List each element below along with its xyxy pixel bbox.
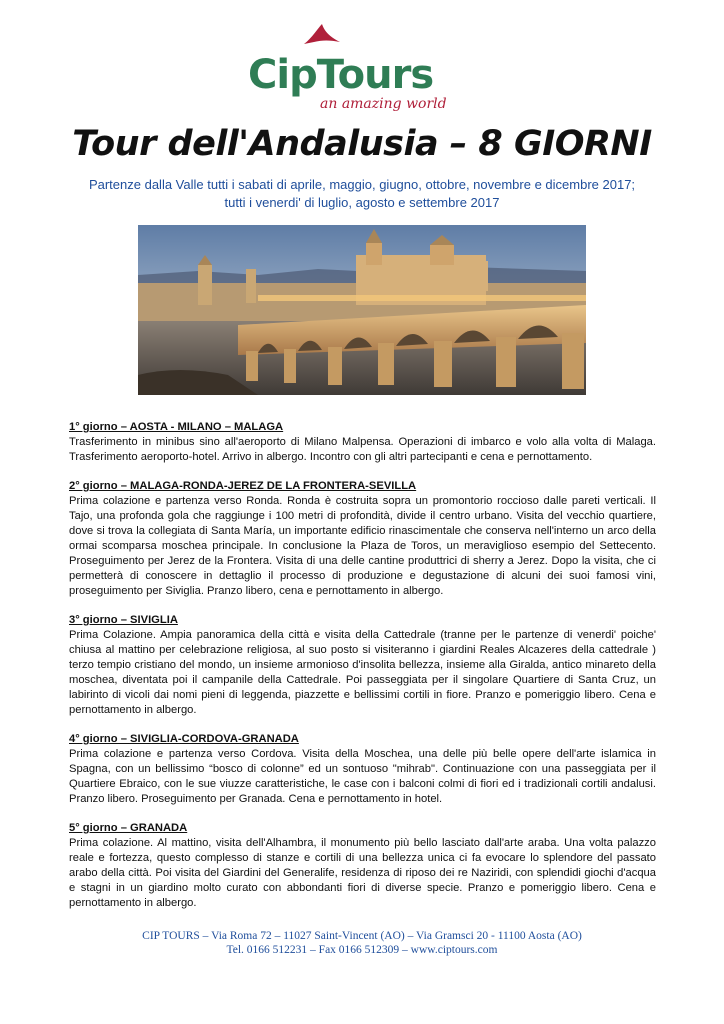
day-description: Trasferimento in minibus sino all'aeroporto di Milano Malpensa. Operazioni di imbarco e volo alla volta di Malaga. Trasferimento aeroporto-hotel. Arrivo in albergo. Incontro con gli altri partecipanti e cena e pernottamento. (69, 436, 656, 463)
day-5 (69, 821, 656, 911)
footer-contacts: Tel. 0166 512231 – Fax 0166 512309 – www.ciptours.com (226, 944, 498, 956)
ciptours-logo (248, 22, 478, 110)
itinerary (69, 420, 656, 925)
day-title: 2° giorno – MALAGA-RONDA-JEREZ DE LA FRONTERA-SEVILLA (69, 480, 417, 492)
footer-address: CIP TOURS – Via Roma 72 – 11027 Saint-Vincent (AO) – Via Gramsci 20 - 11100 Aosta (AO) (142, 930, 582, 942)
company-footer (0, 929, 724, 957)
departure-info (40, 176, 684, 212)
day-title: 5° giorno – GRANADA (69, 822, 188, 834)
bird-icon (302, 22, 342, 48)
day-3 (69, 613, 656, 718)
day-description: Prima colazione e partenza verso Cordova. Visita della Moschea, una delle più belle opere dell'arte islamica in Spagna, con un bellissimo “bosco di colonne” ed un sontuoso "mihrab". Continuazione con una passeggiata per il Quartiere Ebraico, con le sue viuzze caratteristiche, le case con i balconi colmi di fiori ed i tradizionali cortili andalusi. Pranzo libero. Proseguimento per Granada. Cena e pernottamento in hotel. (69, 748, 656, 805)
cordoba-bridge-photo (138, 225, 586, 395)
logo-name: CipTours (248, 52, 434, 98)
departure-line-1: Partenze dalla Valle tutti i sabati di aprile, maggio, giugno, ottobre, novembre e dicembre 2017; (88, 177, 636, 192)
departure-line-2: tutti i venerdi' di luglio, agosto e settembre 2017 (224, 195, 500, 210)
day-1 (69, 420, 656, 465)
day-description: Prima Colazione. Ampia panoramica della città e visita della Cattedrale (tranne per le partenze di venerdi' poiche' chiusa al mattino per celebrazione religiosa, al suo posto si visiteranno i giardini Reales Alcazeres della cattedrale ) terzo tempio cristiano del mondo, un insieme armonioso d'insolita bellezza, insieme alla Giralda, antico minareto della moschea, diventata poi il campanile della Cattedrale. Poi passeggiata per il singolare Quartiere di Santa Cruz, un labirinto di vicoli dai nomi pieni di leggenda, piazzette e bellissimi cortili in fiore. Pranzo e pomeriggio libero. Cena e pernottamento in albergo. (69, 629, 656, 716)
page-title: Tour dell'Andalusia – 8 GIORNI (72, 124, 652, 164)
day-4 (69, 732, 656, 807)
day-description: Prima colazione e partenza verso Ronda. Ronda è costruita sopra un promontorio roccioso dalle pareti verticali. Il Tajo, una profonda gola che raggiunge i 100 metri di profondità, divide il centro urbano. Visita del vecchio quartiere, dove si trova la collegiata di Santa María, un importante edificio rinascimentale che conserva nell'interno un arco della ormai scomparsa moschea principale. In conclusione la Plaza de Toros, un meraviglioso esempio del Settecento. Proseguimento per Jerez de la Frontera. Visita di una delle cantine produttrici di sherry a Jerez. Dopo la visita, che ci permetterà di conoscere in dettaglio il processo di produzione e degustazione di alcuni dei suoi famosi vini, proseguimento per Siviglia. Pranzo libero, cena e pernottamento in albergo. (69, 495, 656, 597)
day-title: 3° giorno – SIVIGLIA (69, 614, 178, 626)
day-title: 1° giorno – AOSTA - MILANO – MALAGA (69, 421, 284, 433)
logo-tagline: an amazing world (320, 96, 447, 112)
day-description: Prima colazione. Al mattino, visita dell'Alhambra, il monumento più bello lasciato dall'arte araba. Una volta palazzo reale e fortezza, questo complesso di stanze e cortili di una bellezza unica ci fa evocare lo splendore del passato arabo della città. Poi visita del Giardini del Generalife, residenza di riposo dei re Naziridi, con splendidi giochi d'acqua e stagni in un giardino molto curato con abbondanti fiori di diverse specie. Pranzo e pomeriggio libero. Cena e pernottamento in albergo. (69, 837, 656, 909)
day-2 (69, 479, 656, 599)
day-title: 4° giorno – SIVIGLIA-CORDOVA-GRANADA (69, 733, 299, 745)
